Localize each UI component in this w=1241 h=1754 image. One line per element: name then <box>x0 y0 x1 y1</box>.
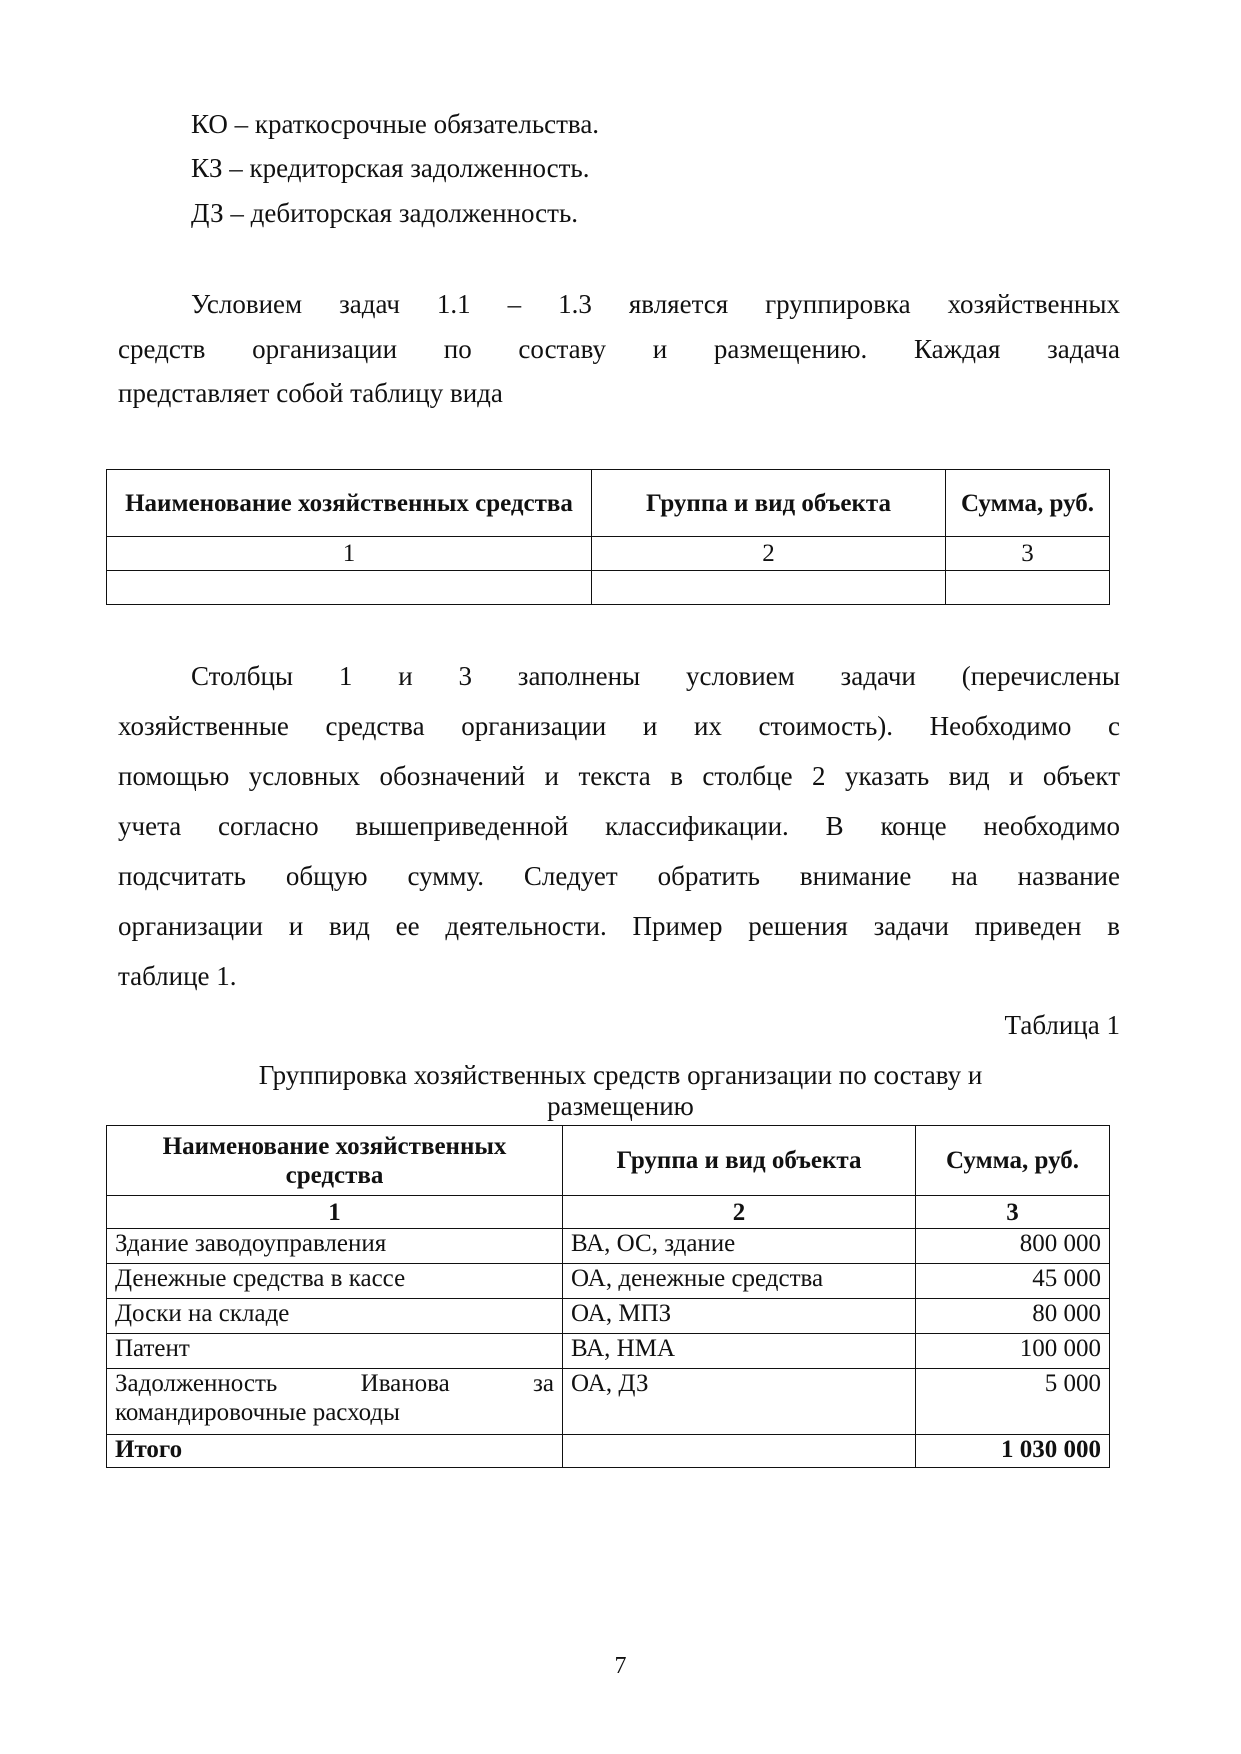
template-table <box>106 469 1110 605</box>
page-number: 7 <box>614 1653 627 1679</box>
item-name <box>107 1369 563 1435</box>
item-sum: 100 000 <box>916 1334 1110 1369</box>
template-header-name: Наименование хозяйственных средства <box>107 470 592 537</box>
template-col-number: 1 <box>107 537 592 571</box>
table-row <box>107 1264 1110 1299</box>
table-row <box>107 1229 1110 1264</box>
column-number: 3 <box>916 1196 1110 1229</box>
paragraph-line: хозяйственные средства организации и их стоимость). Необходимо с <box>118 711 1120 741</box>
item-group: ОА, ДЗ <box>563 1369 916 1435</box>
item-sum: 800 000 <box>916 1229 1110 1264</box>
template-header-sum: Сумма, руб. <box>946 470 1110 537</box>
template-col-number: 2 <box>592 537 946 571</box>
item-name-line: командировочные расходы <box>115 1399 400 1426</box>
grouping-table <box>106 1125 1110 1468</box>
paragraph-line: средств организации по составу и размещению. Каждая задача <box>118 334 1120 364</box>
table-row <box>107 1334 1110 1369</box>
item-sum: 45 000 <box>916 1264 1110 1299</box>
header-sum: Сумма, руб. <box>916 1126 1110 1196</box>
template-empty-cell <box>107 571 592 605</box>
table-label: Таблица 1 <box>1004 1010 1120 1040</box>
template-col-number: 3 <box>946 537 1110 571</box>
paragraph-line: подсчитать общую сумму. Следует обратить внимание на название <box>118 861 1120 891</box>
column-number: 1 <box>107 1196 563 1229</box>
item-name-line: Задолженность Иванова за <box>115 1370 554 1397</box>
table-row <box>107 1299 1110 1334</box>
item-name: Патент <box>107 1334 563 1369</box>
paragraph-line: Столбцы 1 и 3 заполнены условием задачи (перечислены <box>191 661 1120 691</box>
template-empty-cell <box>592 571 946 605</box>
total-label: Итого <box>107 1435 563 1468</box>
template-empty-cell <box>946 571 1110 605</box>
abbreviation-dz: ДЗ – дебиторская задолженность. <box>191 198 579 228</box>
item-name: Здание заводоуправления <box>107 1229 563 1264</box>
item-sum: 80 000 <box>916 1299 1110 1334</box>
item-sum: 5 000 <box>916 1369 1110 1435</box>
paragraph-line: организации и вид ее деятельности. Пример решения задачи приведен в <box>118 911 1120 941</box>
item-name: Денежные средства в кассе <box>107 1264 563 1299</box>
total-sum: 1 030 000 <box>916 1435 1110 1468</box>
paragraph-line: учета согласно вышеприведенной классификации. В конце необходимо <box>118 811 1120 841</box>
column-number: 2 <box>563 1196 916 1229</box>
paragraph-line: Условием задач 1.1 – 1.3 является группировка хозяйственных <box>191 289 1120 319</box>
total-group <box>563 1435 916 1468</box>
item-group: ВА, НМА <box>563 1334 916 1369</box>
abbreviation-ko: КО – краткосрочные обязательства. <box>191 109 600 139</box>
paragraph-line: помощью условных обозначений и текста в столбце 2 указать вид и объект <box>118 761 1120 791</box>
template-header-group: Группа и вид объекта <box>592 470 946 537</box>
paragraph-line: представляет собой таблицу вида <box>118 378 503 408</box>
table-row <box>107 1369 1110 1435</box>
item-group: ОА, денежные средства <box>563 1264 916 1299</box>
table-caption-continued: размещению <box>547 1091 694 1121</box>
item-name: Доски на складе <box>107 1299 563 1334</box>
abbreviation-kz: КЗ – кредиторская задолженность. <box>191 153 590 183</box>
total-row <box>107 1435 1110 1468</box>
item-group: ОА, МПЗ <box>563 1299 916 1334</box>
header-name: Наименование хозяйственных средства <box>107 1126 563 1196</box>
paragraph-line: таблице 1. <box>118 961 237 991</box>
table-caption: Группировка хозяйственных средств организации по составу и <box>258 1060 983 1090</box>
header-group: Группа и вид объекта <box>563 1126 916 1196</box>
item-group: ВА, ОС, здание <box>563 1229 916 1264</box>
